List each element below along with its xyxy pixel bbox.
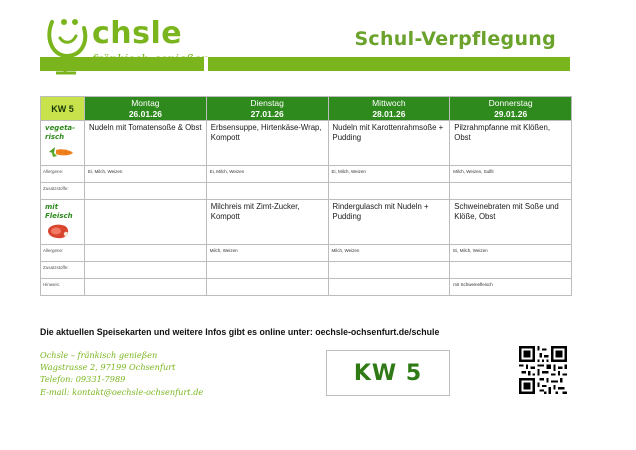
meat-dish-row xyxy=(41,200,572,245)
allergens-cell: Ei, Milch, Weizen xyxy=(450,245,572,262)
qr-code-icon[interactable] xyxy=(519,346,567,394)
additives-cell xyxy=(85,262,207,279)
additives-cell xyxy=(328,262,450,279)
vegetarian-additives-row xyxy=(41,183,572,200)
header-bar xyxy=(40,57,570,71)
table-header-row xyxy=(41,97,572,121)
meat-category-cell xyxy=(41,200,85,245)
contact-address xyxy=(40,349,203,398)
header-bar-notch xyxy=(204,57,208,71)
day-header-wednesday xyxy=(328,97,450,121)
notes-label: Hinweis: xyxy=(41,279,85,296)
dish-cell xyxy=(85,200,207,245)
dish-cell: Rindergulasch mit Nudeln + Pudding xyxy=(328,200,450,245)
dish-cell: Nudeln mit Tomatensoße & Obst xyxy=(85,121,207,166)
category-label-line2: Fleisch xyxy=(45,212,73,220)
day-date: 27.01.26 xyxy=(250,109,284,119)
additives-cell xyxy=(206,183,328,200)
allergens-cell: Milch, Weizen, Sulfit xyxy=(450,166,572,183)
meat-allergens-row xyxy=(41,245,572,262)
allergens-label: Allergene: xyxy=(41,245,85,262)
category-label-line1: vegeta- xyxy=(45,124,76,132)
notes-cell xyxy=(328,279,450,296)
allergens-cell: Ei, Milch, Weizen xyxy=(206,166,328,183)
additives-cell xyxy=(450,262,572,279)
additives-label: Zusatzstoffe: xyxy=(41,262,85,279)
online-info-text: Die aktuellen Speisekarten und weitere Infos gibt es online unter: oechsle-ochsenfurt.de/schule xyxy=(40,327,440,337)
allergens-cell: Ei, Milch, Weizen xyxy=(85,166,207,183)
carrot-icon xyxy=(45,144,75,160)
dish-cell: Schweinebraten mit Soße und Klöße, Obst xyxy=(450,200,572,245)
day-date: 26.01.26 xyxy=(128,109,162,119)
day-name: Mittwoch xyxy=(372,98,406,108)
brand-name: chsle xyxy=(92,16,183,51)
address-line: Telefon: 09331-7989 xyxy=(40,374,126,385)
dish-cell: Nudeln mit Karottenrahmsoße + Pudding xyxy=(328,121,450,166)
dish-cell: Pilzrahmpfanne mit Klößen, Obst xyxy=(450,121,572,166)
ham-icon xyxy=(45,222,71,240)
dish-cell: Erbsensuppe, Hirtenkäse-Wrap, Kompott xyxy=(206,121,328,166)
day-name: Montag xyxy=(131,98,160,108)
allergens-cell: Milch, Weizen xyxy=(328,245,450,262)
vegetarian-dish-row xyxy=(41,121,572,166)
week-label-cell: KW 5 xyxy=(41,97,85,121)
additives-cell xyxy=(85,183,207,200)
notes-cell: mit Schweinefleisch xyxy=(450,279,572,296)
day-date: 29.01.26 xyxy=(494,109,528,119)
meat-additives-row xyxy=(41,262,572,279)
week-badge xyxy=(326,350,450,396)
day-header-tuesday xyxy=(206,97,328,121)
address-line: E-mail: kontakt@oechsle-ochsenfurt.de xyxy=(40,386,204,397)
week-badge-text: KW 5 xyxy=(353,360,423,386)
allergens-label: Allergene: xyxy=(41,166,85,183)
additives-label: Zusatzstoffe: xyxy=(41,183,85,200)
day-header-thursday xyxy=(450,97,572,121)
address-line: Ochsle – fränkisch genießen xyxy=(40,350,158,360)
notes-cell xyxy=(206,279,328,296)
allergens-cell: Ei, Milch, Weizen xyxy=(328,166,450,183)
notes-row xyxy=(41,279,572,296)
vegetarian-allergens-row xyxy=(41,166,572,183)
menu-table xyxy=(40,96,572,296)
day-date: 28.01.26 xyxy=(372,109,406,119)
address-line: Wagstrasse 2, 97199 Ochsenfurt xyxy=(40,362,176,373)
category-label-line1: mit xyxy=(45,203,59,211)
additives-cell xyxy=(328,183,450,200)
dish-cell: Milchreis mit Zimt-Zucker, Kompott xyxy=(206,200,328,245)
vegetarian-category-cell xyxy=(41,121,85,166)
allergens-cell xyxy=(85,245,207,262)
additives-cell xyxy=(450,183,572,200)
category-label-line2: risch xyxy=(45,133,65,141)
additives-cell xyxy=(206,262,328,279)
day-name: Dienstag xyxy=(250,98,284,108)
day-header-monday xyxy=(85,97,207,121)
day-name: Donnerstag xyxy=(488,98,533,108)
allergens-cell: Milch, Weizen xyxy=(206,245,328,262)
notes-cell xyxy=(85,279,207,296)
page-title: Schul-Verpflegung xyxy=(354,28,556,50)
